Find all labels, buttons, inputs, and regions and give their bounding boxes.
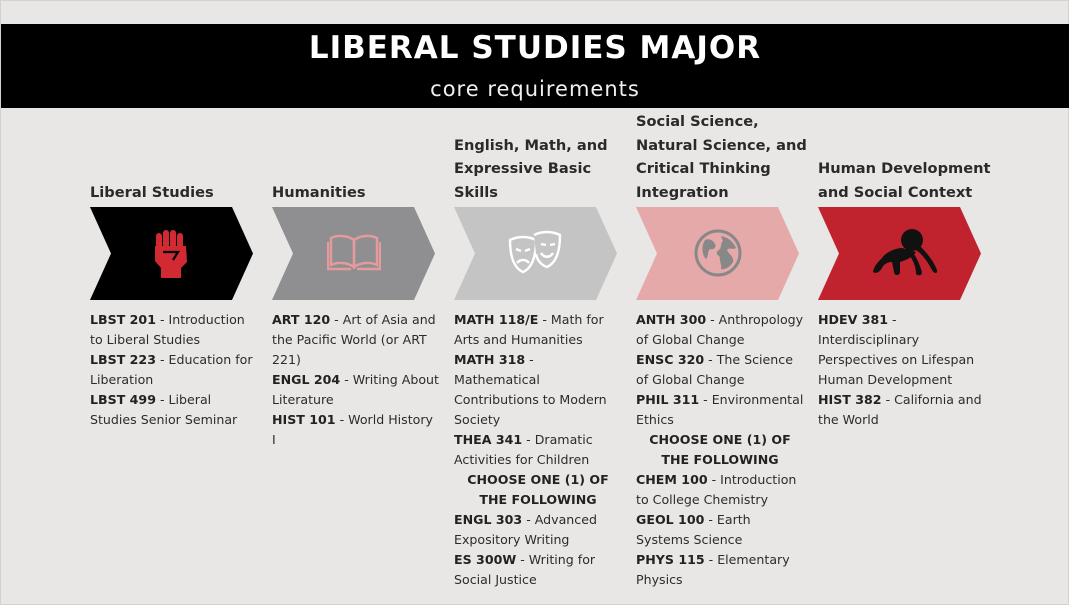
course-item bbox=[636, 310, 804, 350]
course-title: - Education for Liberation bbox=[90, 352, 253, 387]
column-heading: Social Science, Natural Science, and Critical Thinking Integration bbox=[636, 113, 807, 201]
course-item bbox=[636, 390, 804, 430]
course-list bbox=[454, 310, 622, 590]
course-code: HIST 382 bbox=[818, 392, 882, 407]
course-title: - Earth Systems Science bbox=[636, 512, 751, 547]
column-science-integration bbox=[636, 108, 811, 605]
column-humanities bbox=[272, 108, 447, 605]
course-code: ENGL 303 bbox=[454, 512, 523, 527]
course-code: HIST 101 bbox=[272, 412, 336, 427]
column-heading: Liberal Studies bbox=[90, 183, 214, 201]
course-item bbox=[454, 350, 622, 430]
course-code: HDEV 381 bbox=[818, 312, 889, 327]
course-title: - Elementary Physics bbox=[636, 552, 790, 587]
course-item bbox=[818, 310, 986, 390]
theater-masks-icon bbox=[506, 230, 564, 283]
open-book-icon bbox=[327, 232, 381, 277]
course-option-item bbox=[454, 510, 622, 550]
course-option-item bbox=[454, 550, 622, 590]
column-heading: Human Development and Social Context bbox=[818, 160, 991, 201]
course-list bbox=[272, 310, 440, 450]
course-item bbox=[272, 310, 440, 370]
course-title: - World History I bbox=[272, 412, 434, 447]
course-code: THEA 341 bbox=[454, 432, 523, 447]
course-title: - Art of Asia and the Pacific World (or ART 221) bbox=[272, 312, 436, 367]
course-title: - Anthropology of Global Change bbox=[636, 312, 804, 347]
course-title: - Environmental Ethics bbox=[636, 392, 804, 427]
course-item bbox=[90, 310, 258, 350]
course-item bbox=[272, 370, 440, 410]
course-item bbox=[454, 430, 622, 470]
course-code: LBST 499 bbox=[90, 392, 156, 407]
title-banner bbox=[1, 24, 1069, 108]
course-item bbox=[454, 310, 622, 350]
course-option-item bbox=[636, 510, 804, 550]
choose-one-note: CHOOSE ONE (1) OF THE FOLLOWING bbox=[649, 432, 791, 467]
course-title: - Introduction to College Chemistry bbox=[636, 472, 797, 507]
course-item bbox=[90, 390, 258, 430]
course-code: PHYS 115 bbox=[636, 552, 705, 567]
course-title: - Writing About Literature bbox=[272, 372, 439, 407]
course-code: GEOL 100 bbox=[636, 512, 705, 527]
course-code: ART 120 bbox=[272, 312, 331, 327]
course-title: - Math for Arts and Humanities bbox=[454, 312, 604, 347]
choose-one-note: CHOOSE ONE (1) OF THE FOLLOWING bbox=[467, 472, 609, 507]
course-title: - Mathematical Contributions to Modern Society bbox=[454, 352, 607, 427]
course-list bbox=[90, 310, 258, 430]
course-code: ENSC 320 bbox=[636, 352, 705, 367]
course-code: ANTH 300 bbox=[636, 312, 707, 327]
course-title: - The Science of Global Change bbox=[636, 352, 793, 387]
course-code: ENGL 204 bbox=[272, 372, 341, 387]
column-liberal-studies bbox=[90, 108, 265, 605]
course-code: ES 300W bbox=[454, 552, 517, 567]
globe-icon bbox=[693, 228, 743, 283]
raised-fist-icon bbox=[153, 228, 189, 285]
course-code: MATH 118/E bbox=[454, 312, 539, 327]
page-title: LIBERAL STUDIES MAJOR bbox=[308, 30, 762, 66]
course-title: - Advanced Expository Writing bbox=[454, 512, 597, 547]
course-title: - Writing for Social Justice bbox=[454, 552, 596, 587]
course-item bbox=[818, 390, 986, 430]
course-list bbox=[636, 310, 804, 590]
crawling-baby-icon bbox=[870, 226, 940, 285]
course-title: - California and the World bbox=[818, 392, 982, 427]
course-title: - Introduction to Liberal Studies bbox=[90, 312, 245, 347]
course-item bbox=[636, 350, 804, 390]
course-item bbox=[272, 410, 440, 450]
course-item bbox=[90, 350, 258, 390]
column-heading: English, Math, and Expressive Basic Skills bbox=[454, 136, 608, 201]
course-title: - Interdisciplinary Perspectives on Lifespan Human Development bbox=[818, 312, 975, 387]
column-heading: Humanities bbox=[272, 183, 366, 201]
course-code: PHIL 311 bbox=[636, 392, 700, 407]
course-list bbox=[818, 310, 986, 430]
course-option-item bbox=[636, 550, 804, 590]
course-code: LBST 223 bbox=[90, 352, 156, 367]
course-option-item bbox=[636, 470, 804, 510]
course-code: CHEM 100 bbox=[636, 472, 708, 487]
course-title: - Dramatic Activities for Children bbox=[454, 432, 593, 467]
course-code: MATH 318 bbox=[454, 352, 526, 367]
column-basic-skills bbox=[454, 108, 629, 605]
page-subtitle: core requirements bbox=[430, 77, 640, 101]
course-title: - Liberal Studies Senior Seminar bbox=[90, 392, 238, 427]
column-human-development bbox=[818, 108, 993, 605]
course-code: LBST 201 bbox=[90, 312, 156, 327]
